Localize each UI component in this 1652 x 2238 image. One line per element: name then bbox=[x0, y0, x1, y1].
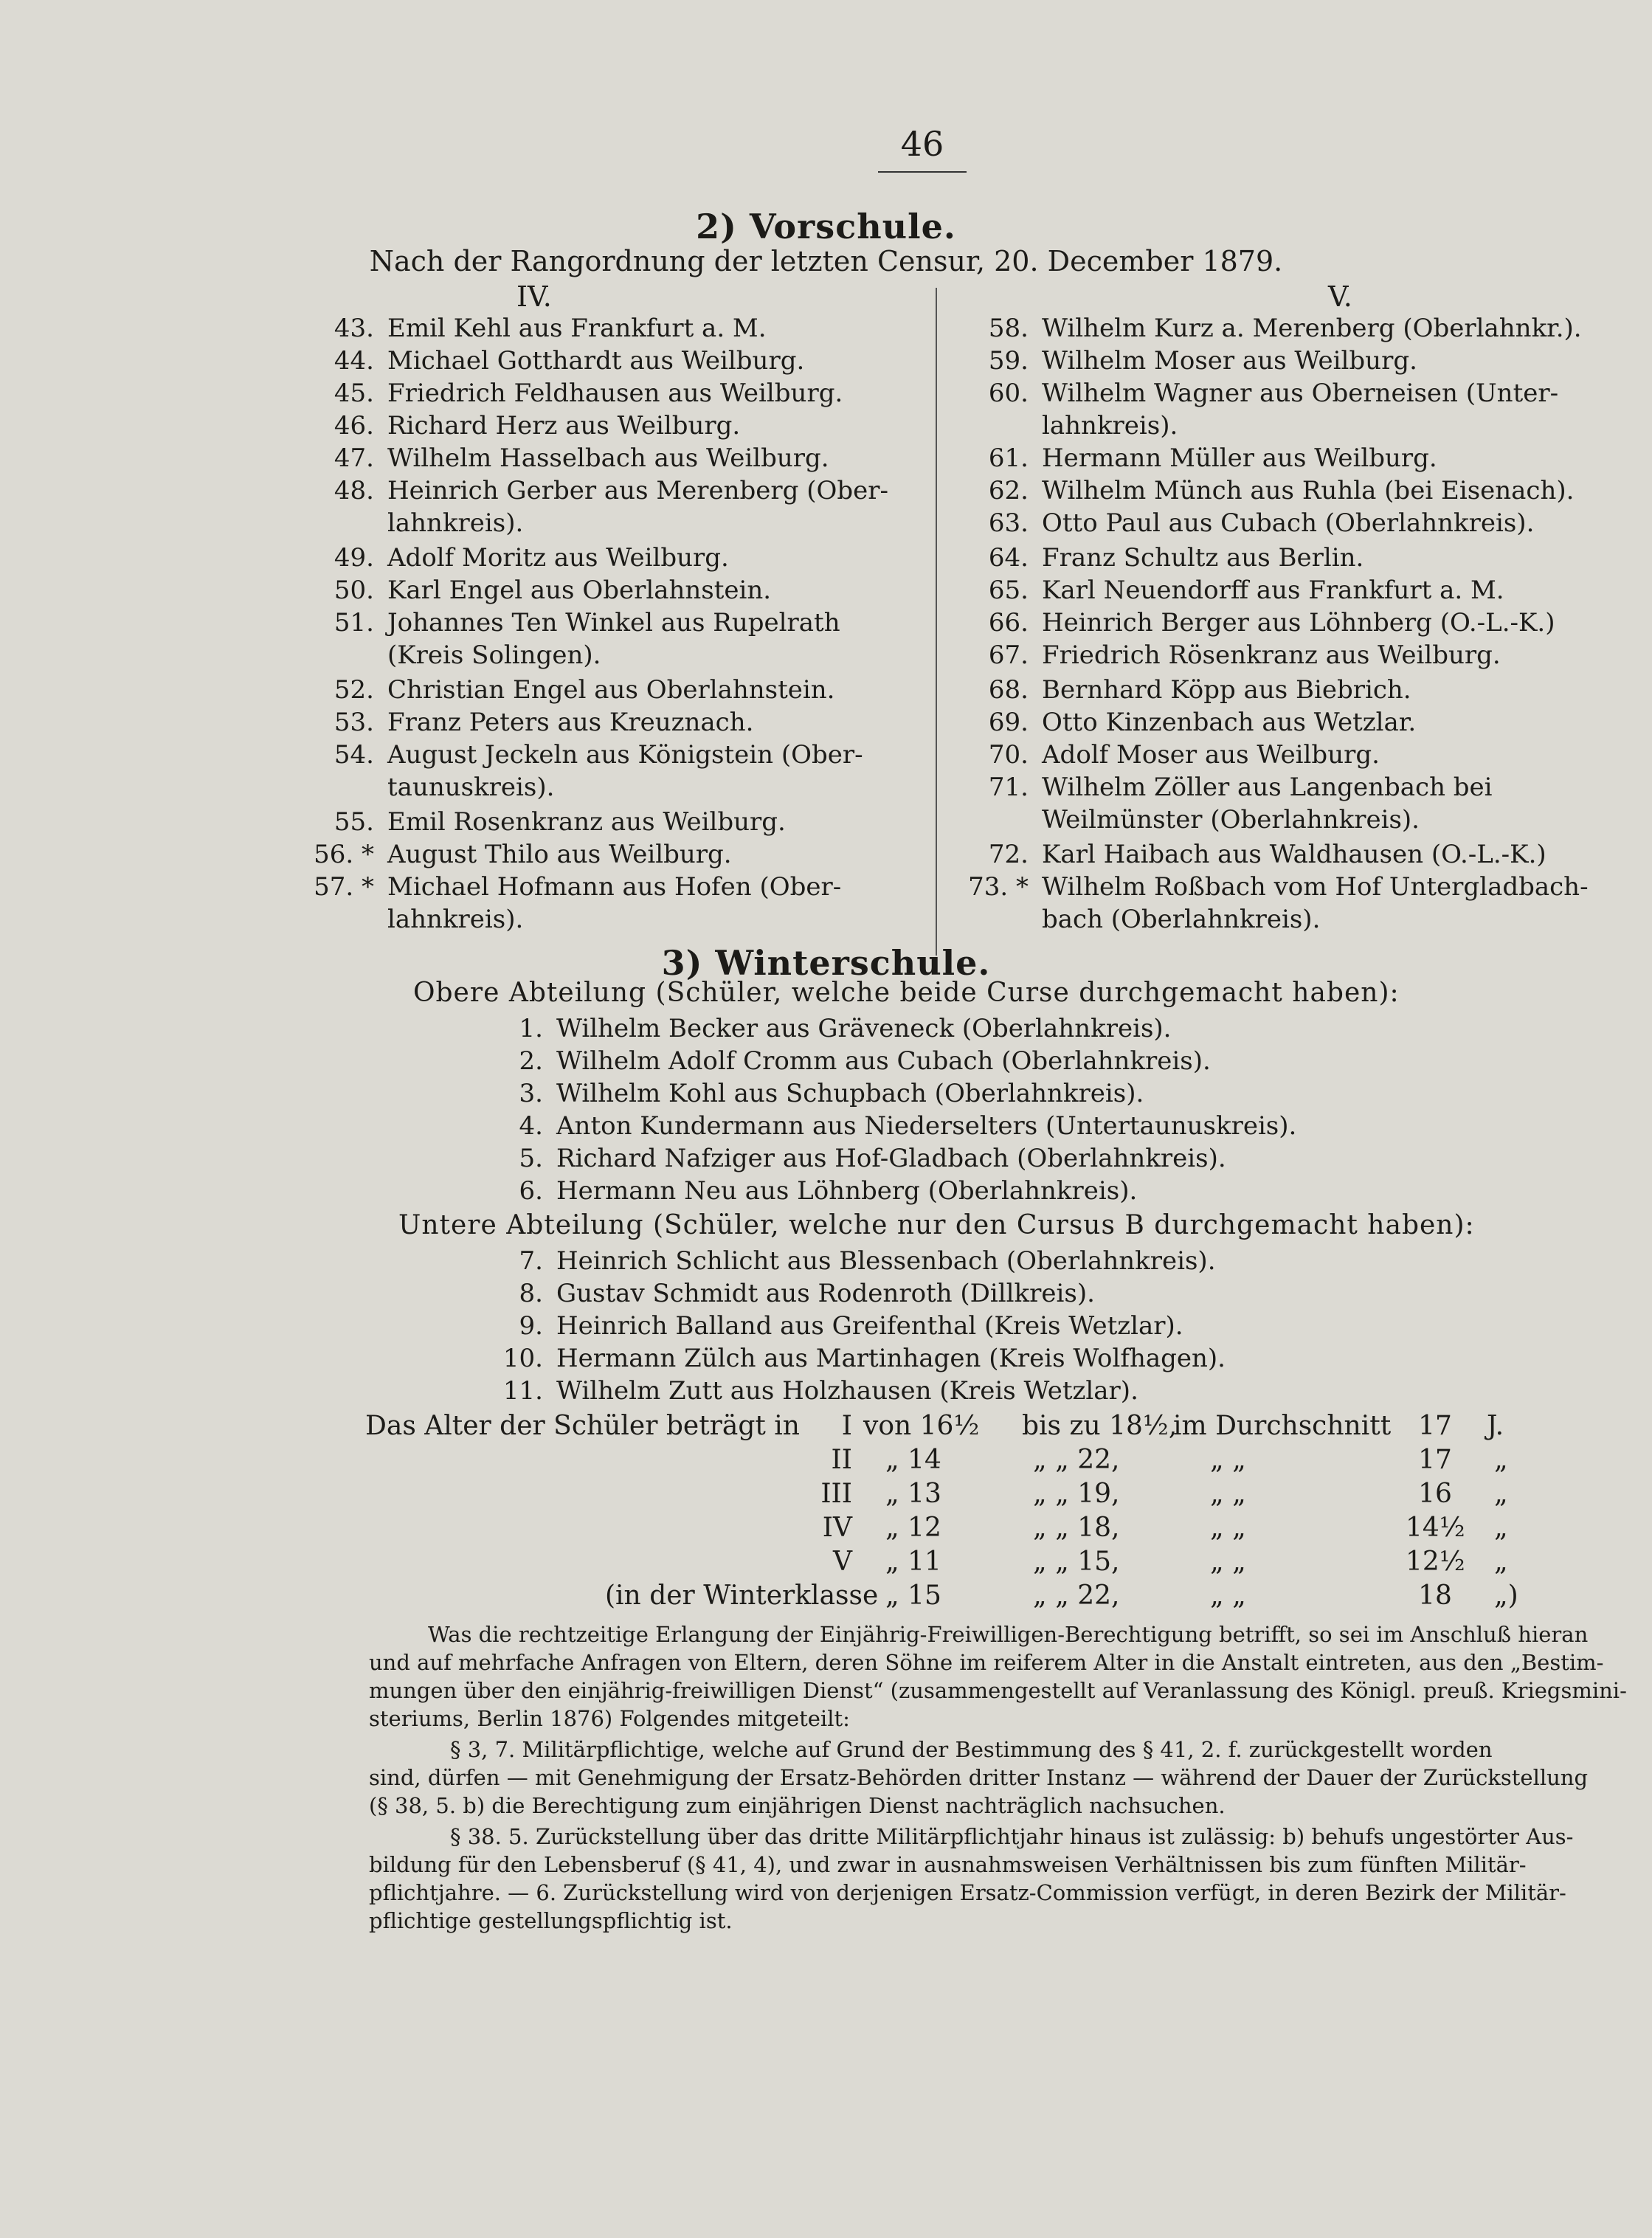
list-item: 43. Emil Kehl aus Frankfurt a. M. bbox=[333, 314, 767, 343]
vorschule-subtitle: Nach der Rangordnung der letzten Censur, 20. December 1879. bbox=[369, 245, 1283, 277]
list-item: 59. Wilhelm Moser aus Weilburg. bbox=[988, 346, 1417, 376]
age-from: von 16½ bbox=[863, 1411, 980, 1441]
list-item: 61. Hermann Müller aus Weilburg. bbox=[988, 443, 1437, 473]
obere-abteilung-heading: Obere Abteilung (Schüler, welche beide Curse durchgemacht haben): bbox=[413, 978, 1400, 1008]
list-item: 65. Karl Neuendorff aus Frankfurt a. M. bbox=[988, 576, 1504, 605]
list-item: 56. * August Thilo aus Weilburg. bbox=[314, 840, 732, 869]
column-head-v: V. bbox=[1328, 280, 1352, 313]
age-unit: „ bbox=[1494, 1513, 1508, 1543]
age-class: IV bbox=[822, 1513, 852, 1543]
note-line: steriums, Berlin 1876) Folgendes mitgeteilt: bbox=[369, 1706, 850, 1731]
list-item: 7. Heinrich Schlicht aus Blessenbach (Oberlahnkreis). bbox=[519, 1246, 1216, 1276]
age-avg: 17 bbox=[1418, 1445, 1452, 1475]
list-item: 73. * Wilhelm Roßbach vom Hof Untergladbach- bbox=[968, 872, 1589, 902]
list-item: 45. Friedrich Feldhausen aus Weilburg. bbox=[333, 379, 843, 408]
page-number-rule bbox=[878, 171, 967, 173]
list-item: 72. Karl Haibach aus Waldhausen (O.-L.-K.) bbox=[988, 840, 1546, 869]
list-item-continuation: Weilmünster (Oberlahnkreis). bbox=[1042, 805, 1420, 835]
list-item: 6. Hermann Neu aus Löhnberg (Oberlahnkreis). bbox=[519, 1176, 1138, 1206]
list-item: 51. Johannes Ten Winkel aus Rupelrath bbox=[333, 608, 840, 638]
age-avg-label: „ „ bbox=[1210, 1547, 1246, 1577]
age-avg: 12½ bbox=[1406, 1547, 1465, 1577]
list-item: 4. Anton Kundermann aus Niederselters (Untertaunuskreis). bbox=[519, 1111, 1297, 1141]
note-line: pflichtige gestellungspflichtig ist. bbox=[369, 1908, 733, 1933]
age-to: „ „ 15, bbox=[1033, 1547, 1120, 1577]
age-unit: „ bbox=[1494, 1547, 1508, 1577]
column-head-iv: IV. bbox=[516, 280, 552, 313]
note-line: und auf mehrfache Anfragen von Eltern, deren Söhne im reiferem Alter in die Anstalt eintreten, aus den „Bestim- bbox=[369, 1650, 1604, 1675]
age-to: „ „ 22, bbox=[1033, 1445, 1120, 1475]
list-item: 54. August Jeckeln aus Königstein (Ober- bbox=[333, 740, 863, 770]
list-item: 66. Heinrich Berger aus Löhnberg (O.-L.-K.) bbox=[988, 608, 1555, 638]
note-line: Was die rechtzeitige Erlangung der Einjährig-Freiwilligen-Berechtigung betrifft, so sei im Anschluß hieran bbox=[428, 1622, 1589, 1647]
list-item: 57. * Michael Hofmann aus Hofen (Ober- bbox=[314, 872, 842, 902]
age-avg-label: „ „ bbox=[1210, 1513, 1246, 1543]
age-from: „ 11 bbox=[885, 1547, 941, 1577]
column-divider bbox=[936, 288, 937, 956]
list-item: 53. Franz Peters aus Kreuznach. bbox=[333, 708, 754, 737]
page-number: 46 bbox=[900, 124, 944, 164]
list-item: 68. Bernhard Köpp aus Biebrich. bbox=[988, 675, 1411, 705]
list-item: 49. Adolf Moritz aus Weilburg. bbox=[333, 543, 729, 573]
age-to: „ „ 19, bbox=[1033, 1479, 1120, 1509]
list-item: 3. Wilhelm Kohl aus Schupbach (Oberlahnkreis). bbox=[519, 1079, 1144, 1108]
list-item: 69. Otto Kinzenbach aus Wetzlar. bbox=[988, 708, 1417, 737]
list-item: 60. Wilhelm Wagner aus Oberneisen (Unter- bbox=[988, 379, 1559, 408]
list-item: 8. Gustav Schmidt aus Rodenroth (Dillkreis). bbox=[519, 1279, 1095, 1308]
list-item-continuation: bach (Oberlahnkreis). bbox=[1042, 905, 1321, 934]
list-item-continuation: taunuskreis). bbox=[387, 773, 555, 802]
age-class: II bbox=[831, 1445, 852, 1475]
age-unit: J. bbox=[1487, 1411, 1504, 1441]
list-item: 9. Heinrich Balland aus Greifenthal (Kreis Wetzlar). bbox=[519, 1311, 1183, 1341]
note-line: pflichtjahre. — 6. Zurückstellung wird von derjenigen Ersatz-Commission verfügt, in deren Bezirk der Militär- bbox=[369, 1880, 1566, 1905]
untere-abteilung-heading: Untere Abteilung (Schüler, welche nur den Cursus B durchgemacht haben): bbox=[398, 1210, 1475, 1240]
age-avg: 14½ bbox=[1406, 1513, 1465, 1543]
winterschule-heading: 3) Winterschule. bbox=[661, 943, 991, 983]
list-item: 46. Richard Herz aus Weilburg. bbox=[333, 411, 741, 441]
age-from: „ 15 bbox=[885, 1581, 941, 1611]
list-item-continuation: lahnkreis). bbox=[387, 905, 524, 934]
list-item: 2. Wilhelm Adolf Cromm aus Cubach (Oberlahnkreis). bbox=[519, 1046, 1211, 1076]
age-unit: „ bbox=[1494, 1445, 1508, 1475]
age-avg-label: im Durchschnitt bbox=[1173, 1411, 1392, 1441]
list-item: 70. Adolf Moser aus Weilburg. bbox=[988, 740, 1380, 770]
vorschule-heading: 2) Vorschule. bbox=[696, 207, 956, 246]
age-avg-label: „ „ bbox=[1210, 1479, 1246, 1509]
age-class: (in der Winterklasse bbox=[605, 1581, 879, 1611]
age-class: V bbox=[833, 1547, 852, 1577]
age-intro: Das Alter der Schüler beträgt in bbox=[365, 1411, 800, 1441]
age-to: „ „ 22, bbox=[1033, 1581, 1120, 1611]
age-avg: 17 bbox=[1418, 1411, 1452, 1441]
list-item: 10. Hermann Zülch aus Martinhagen (Kreis Wolfhagen). bbox=[502, 1344, 1226, 1373]
note-line: (§ 38, 5. b) die Berechtigung zum einjährigen Dienst nachträglich nachsuchen. bbox=[369, 1793, 1226, 1818]
list-item-continuation: lahnkreis). bbox=[1042, 411, 1178, 441]
note-line: § 38. 5. Zurückstellung über das dritte Militärpflichtjahr hinaus ist zulässig: b) behufs ungestörter Aus- bbox=[450, 1824, 1574, 1849]
list-item: 58. Wilhelm Kurz a. Merenberg (Oberlahnkr.). bbox=[988, 314, 1582, 343]
age-to: „ „ 18, bbox=[1033, 1513, 1120, 1543]
list-item: 44. Michael Gotthardt aus Weilburg. bbox=[333, 346, 805, 376]
list-item: 11. Wilhelm Zutt aus Holzhausen (Kreis Wetzlar). bbox=[502, 1376, 1138, 1406]
age-class: I bbox=[841, 1411, 852, 1441]
age-avg: 18 bbox=[1418, 1581, 1452, 1611]
age-avg-label: „ „ bbox=[1210, 1445, 1246, 1475]
note-line: bildung für den Lebensberuf (§ 41, 4), und zwar in ausnahmsweisen Verhältnissen bis zum fünften Militär- bbox=[369, 1852, 1527, 1877]
list-item: 55. Emil Rosenkranz aus Weilburg. bbox=[333, 807, 786, 837]
list-item: 5. Richard Nafziger aus Hof-Gladbach (Oberlahnkreis). bbox=[519, 1144, 1226, 1173]
age-unit: „ bbox=[1494, 1479, 1508, 1509]
list-item: 62. Wilhelm Münch aus Ruhla (bei Eisenach). bbox=[988, 476, 1575, 505]
note-line: sind, dürfen — mit Genehmigung der Ersatz-Behörden dritter Instanz — während der Dauer der Zurückstellung bbox=[369, 1765, 1589, 1790]
note-line: mungen über den einjährig-freiwilligen Dienst“ (zusammengestellt auf Veranlassung des Königl. preuß. Kriegsmini- bbox=[369, 1678, 1627, 1703]
list-item: 64. Franz Schultz aus Berlin. bbox=[988, 543, 1364, 573]
list-item-continuation: lahnkreis). bbox=[387, 508, 524, 538]
list-item: 71. Wilhelm Zöller aus Langenbach bei bbox=[988, 773, 1493, 802]
age-avg: 16 bbox=[1418, 1479, 1452, 1509]
age-class: III bbox=[820, 1479, 852, 1509]
list-item-continuation: (Kreis Solingen). bbox=[387, 640, 601, 670]
list-item: 63. Otto Paul aus Cubach (Oberlahnkreis). bbox=[988, 508, 1535, 538]
age-from: „ 12 bbox=[885, 1513, 941, 1543]
list-item: 52. Christian Engel aus Oberlahnstein. bbox=[333, 675, 835, 705]
list-item: 50. Karl Engel aus Oberlahnstein. bbox=[333, 576, 772, 605]
list-item: 47. Wilhelm Hasselbach aus Weilburg. bbox=[333, 443, 829, 473]
list-item: 48. Heinrich Gerber aus Merenberg (Ober- bbox=[333, 476, 889, 505]
note-line: § 3, 7. Militärpflichtige, welche auf Grund der Bestimmung des § 41, 2. f. zurückgestellt worden bbox=[450, 1737, 1493, 1762]
age-from: „ 14 bbox=[885, 1445, 941, 1475]
age-to: bis zu 18½, bbox=[1022, 1411, 1178, 1441]
age-unit: „) bbox=[1494, 1581, 1518, 1611]
age-avg-label: „ „ bbox=[1210, 1581, 1246, 1611]
list-item: 67. Friedrich Rösenkranz aus Weilburg. bbox=[988, 640, 1501, 670]
age-from: „ 13 bbox=[885, 1479, 941, 1509]
list-item: 1. Wilhelm Becker aus Gräveneck (Oberlahnkreis). bbox=[519, 1014, 1172, 1043]
